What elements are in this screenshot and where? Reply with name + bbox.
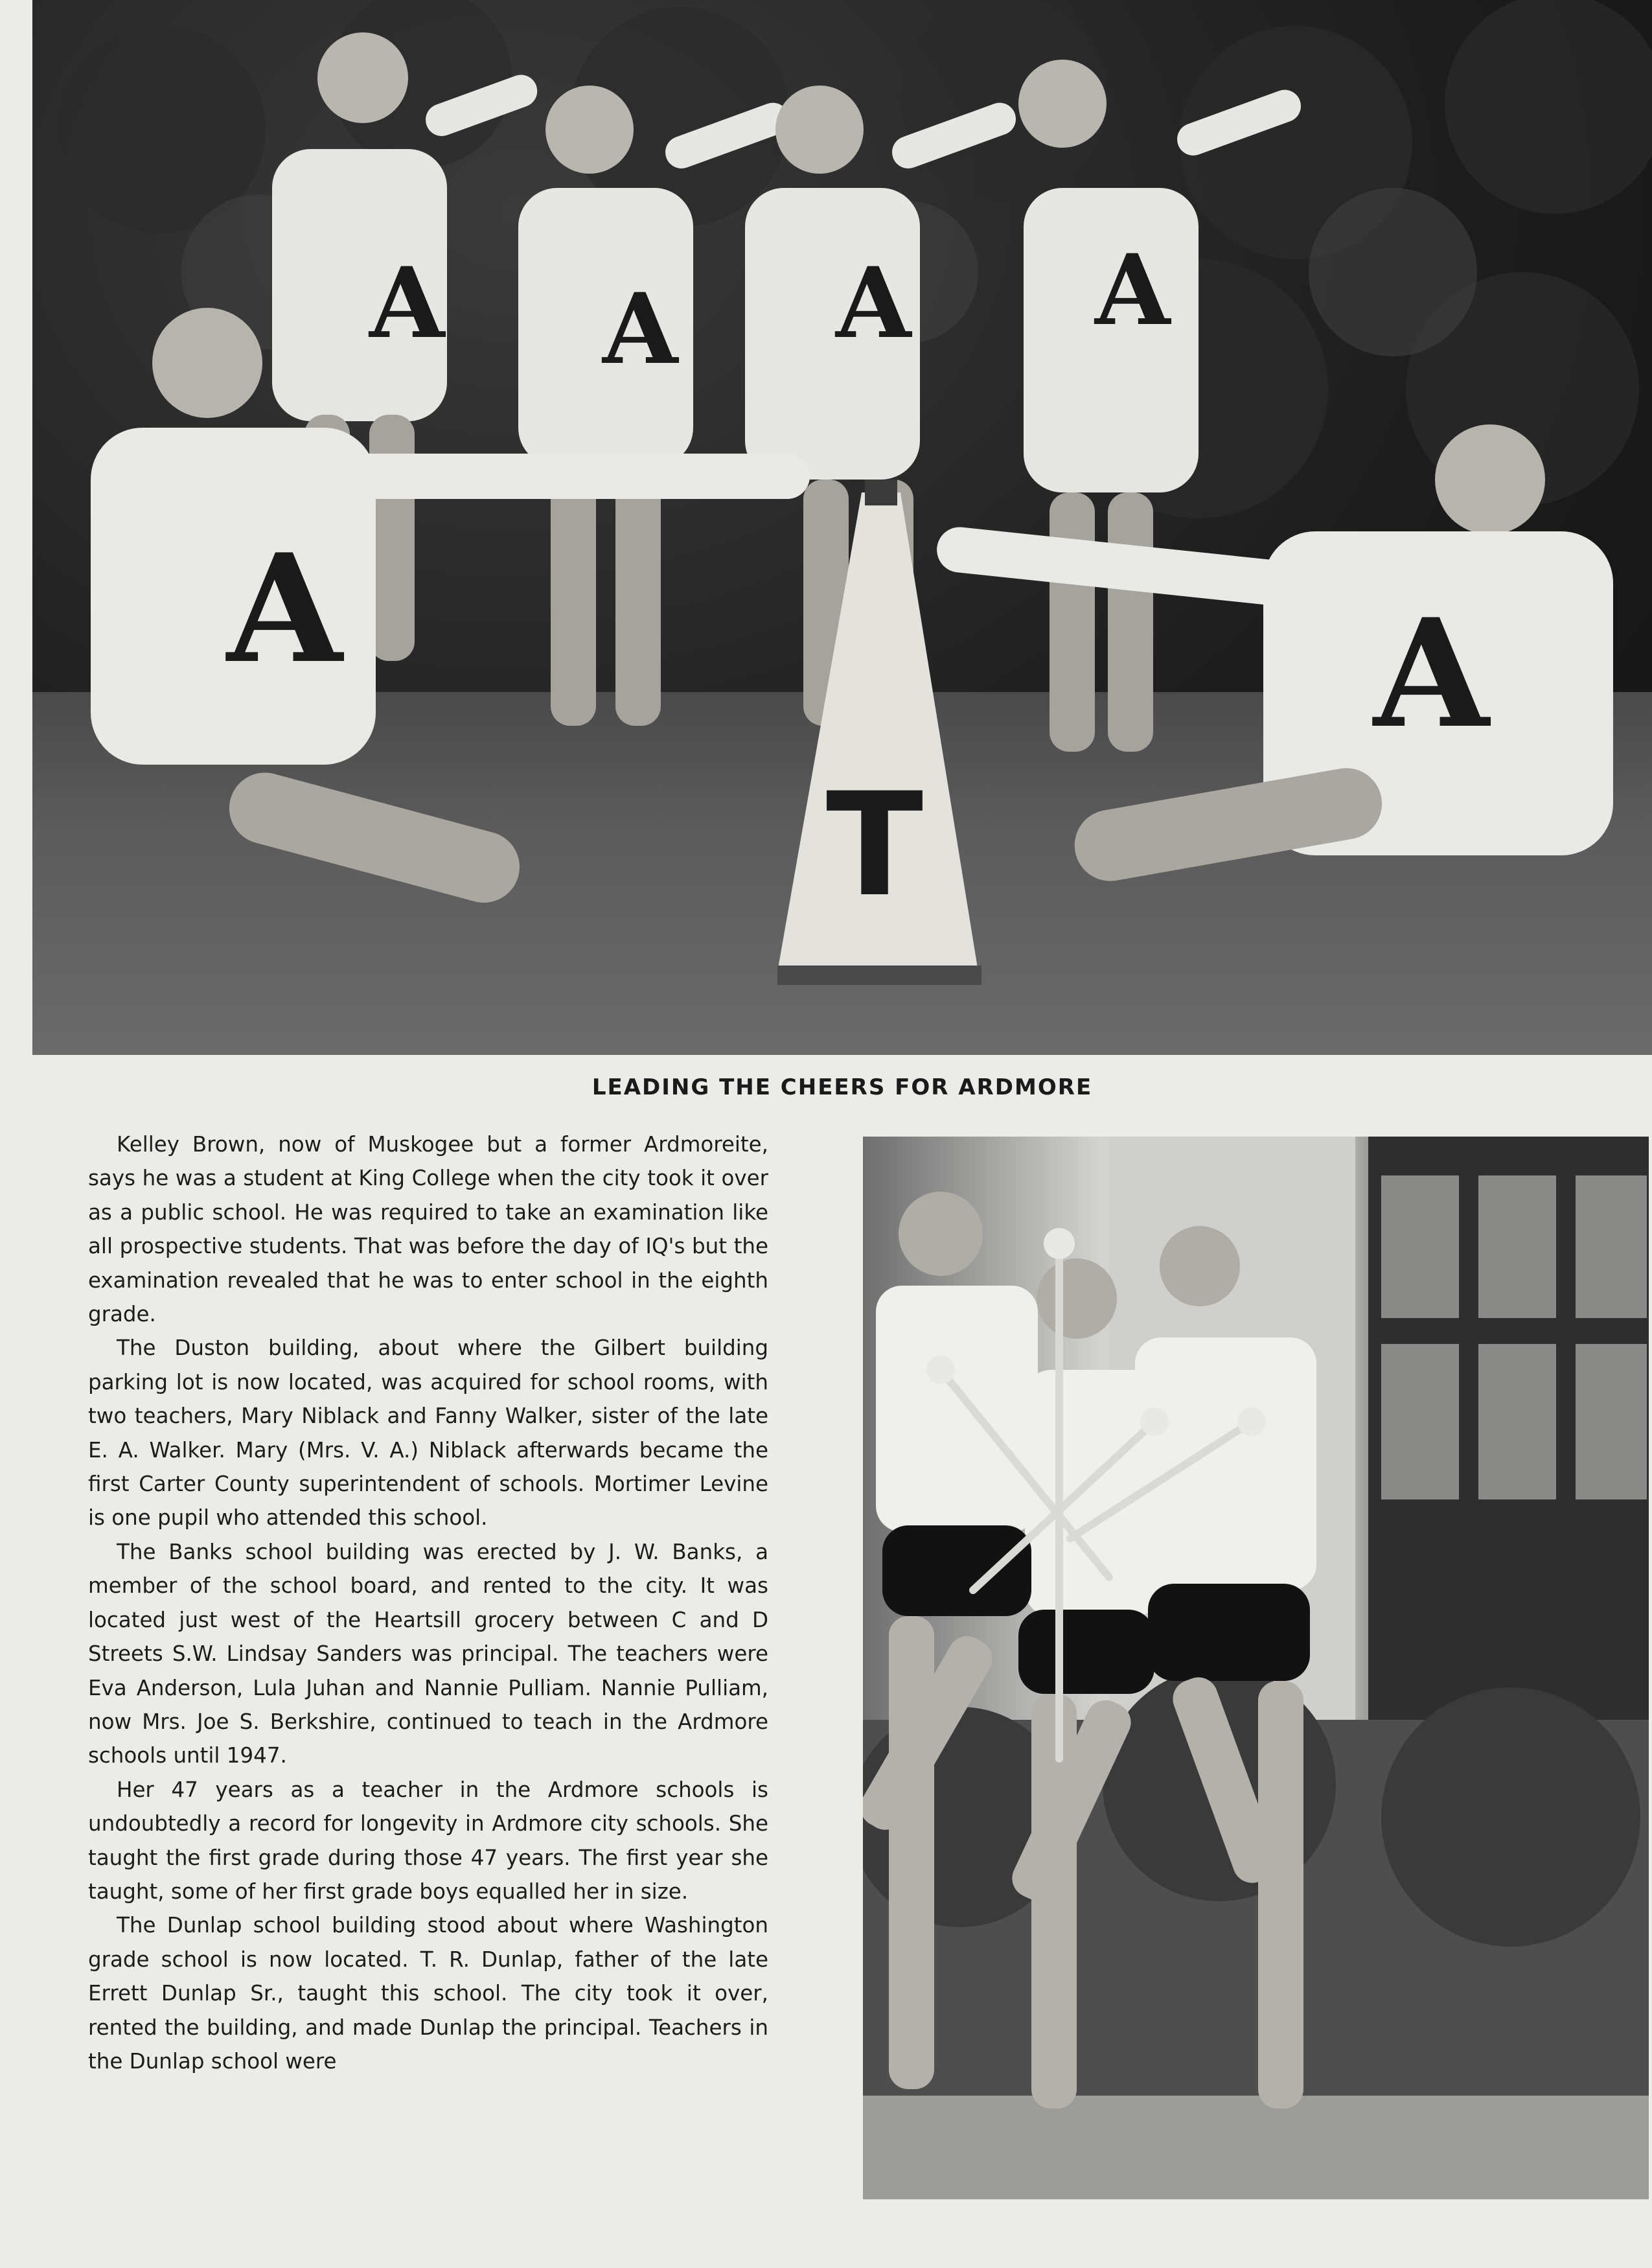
article-text bbox=[88, 1128, 768, 2078]
majorettes-photo bbox=[863, 1137, 1649, 2199]
sweater-letter-left: A bbox=[227, 522, 343, 697]
megaphone-letter: T bbox=[826, 762, 924, 928]
sweater-letter-back-2: A bbox=[602, 272, 678, 386]
paragraph: Her 47 years as a teacher in the Ardmore schools is undoubtedly a record for longevity in Ardmore city schools. She taught the first grade during those 47 years. The first year she taught, some of her first grade boys equalled her in size. bbox=[88, 1777, 768, 1904]
sweater-letter-back-4: A bbox=[1095, 233, 1171, 347]
cheerleaders-photo bbox=[32, 0, 1652, 1055]
paragraph: The Dunlap school building stood about where Washington grade school is now located. T. R. Dunlap, father of the late Errett Dunlap Sr., taught this school. The city took it over, rented the building, and made Dunlap the principal. Teachers in the Dunlap school were bbox=[88, 1913, 768, 2074]
majorettes-illustration bbox=[863, 1137, 1649, 2199]
photo-caption: LEADING THE CHEERS FOR ARDMORE bbox=[591, 1074, 1093, 1100]
paragraph: Kelley Brown, now of Muskogee but a former Ardmoreite, says he was a student at King College when the city took it over as a public school. He was required to take an examination like all prospective students. That was before the day of IQ's but the examination revealed that he was to enter school in the eighth grade. bbox=[88, 1132, 768, 1327]
sweater-letter-back-1: A bbox=[369, 246, 445, 360]
paragraph: The Duston building, about where the Gilbert building parking lot is now located, was acquired for school rooms, with two teachers, Mary Niblack and Fanny Walker, sister of the late E. A. Walker. Mary (Mrs. V. A.) Niblack afterwards became the first Carter County superintendent of schools. Mortimer Levine is one pupil who attended this school. bbox=[88, 1336, 768, 1531]
sweater-letter-right: A bbox=[1373, 586, 1489, 761]
cheerleaders-illustration bbox=[32, 0, 1652, 1055]
paragraph: The Banks school building was erected by J. W. Banks, a member of the school board, and rented to the city. It was located just west of the Heartsill grocery between C and D Streets S.W. Lindsay Sanders was principal. The teachers were Eva Anderson, Lula Juhan and Nannie Pulliam. Nannie Pulliam, now Mrs. Joe S. Berkshire, continued to teach in the Ardmore schools until 1947. bbox=[88, 1539, 768, 1768]
sweater-letter-back-3: A bbox=[836, 246, 912, 360]
